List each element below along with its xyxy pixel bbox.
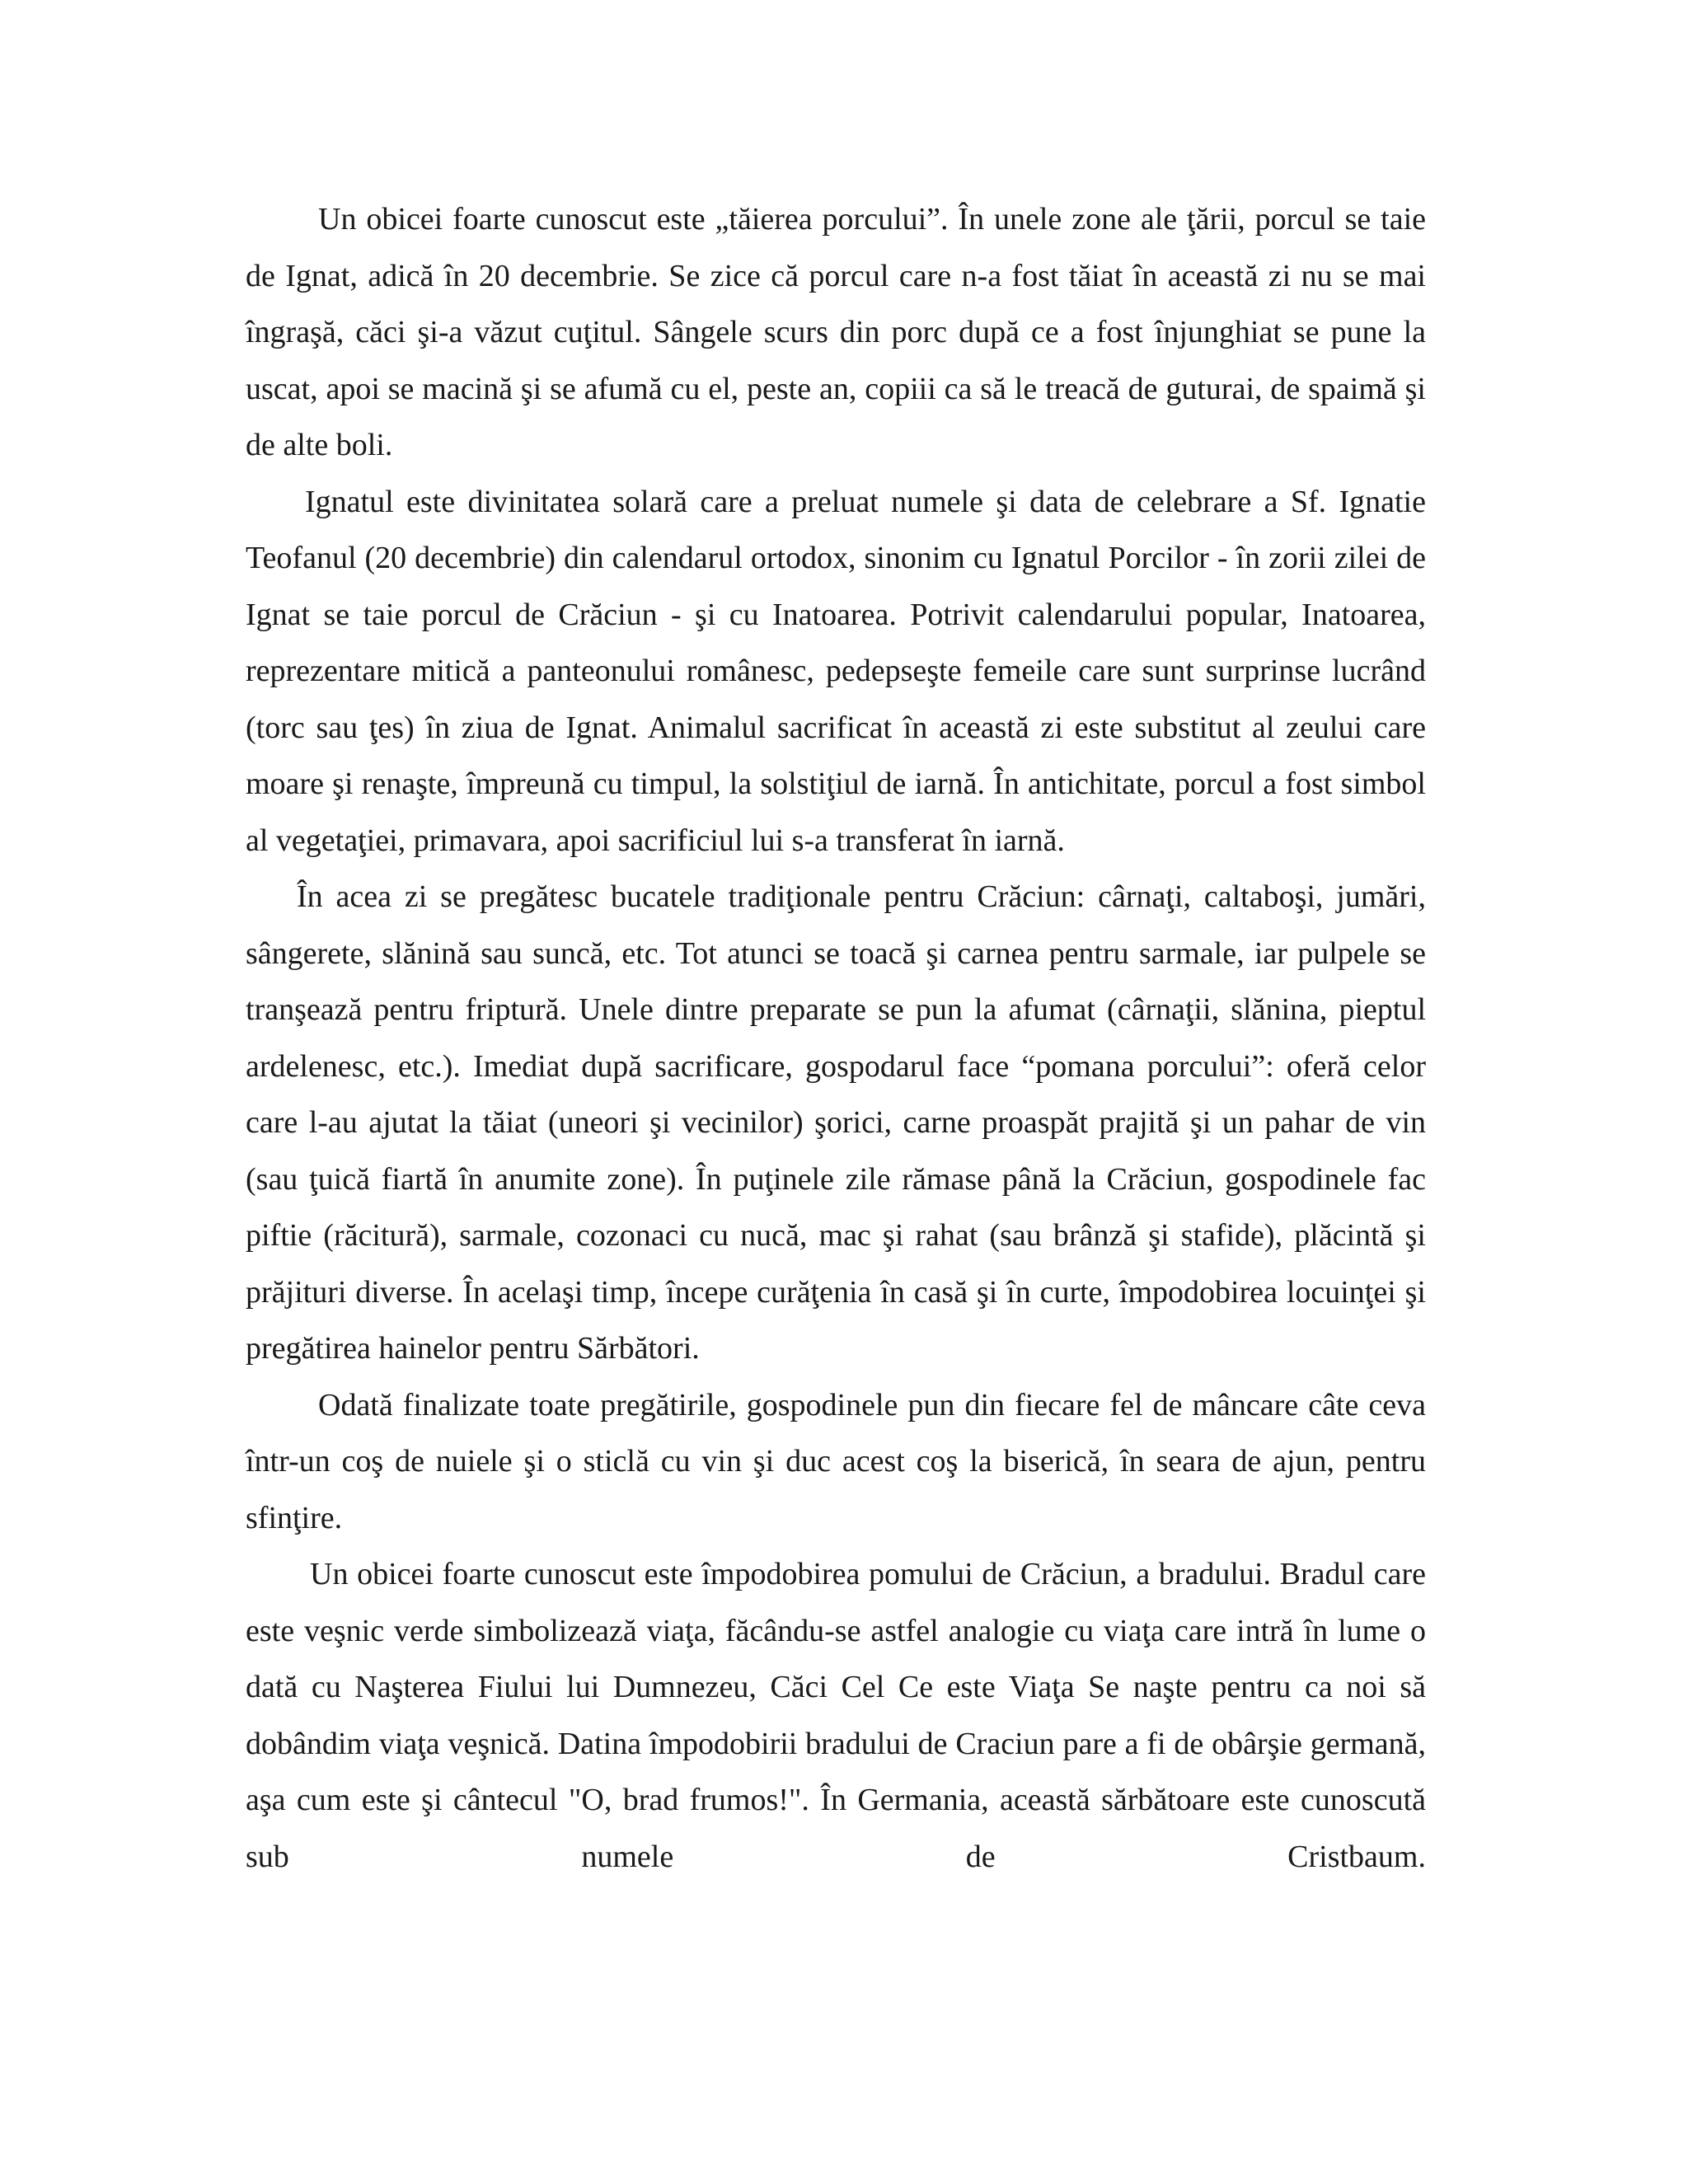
paragraph-ignat-divinity: Ignatul este divinitatea solară care a preluat numele şi data de celebrare a Sf. Ignatie Teofanul (20 decembrie) din calendarul ortodox, sinonim cu Ignatul Porcilor - în zorii zilei de Ignat se taie porcul de Crăciun - şi cu Inatoarea. Potrivit calendarului popular, Inatoarea, reprezentare mitică a panteonului românesc, pedepseşte femeile care sunt surprinse lucrând (torc sau ţes) în ziua de Ignat. Animalul sacrificat în această zi este substitut al zeului care moare şi renaşte, împreună cu timpul, la solstiţiul de iarnă. În antichitate, porcul a fost simbol al vegetaţiei, primavara, apoi sacrificiul lui s-a transferat în iarnă. xyxy=(246,484,1426,858)
paragraph-pig-slaughter: Un obicei foarte cunoscut este „tăierea porcului”. În unele zone ale ţării, porcul se taie de Ignat, adică în 20 decembrie. Se zice că porcul care n-a fost tăiat în această zi nu se mai îngraşă, căci şi-a văzut cuţitul. Sângele scurs din porc după ce a fost înjunghiat se pune la uscat, apoi se macină şi se afumă cu el, peste an, copiii ca să le treacă de guturai, de spaimă şi de alte boli. xyxy=(246,202,1426,462)
paragraph-traditional-dishes: În acea zi se pregătesc bucatele tradiţionale pentru Crăciun: cârnaţi, caltaboşi, jumări, sângerete, slănină sau suncă, etc. Tot atunci se toacă şi carnea pentru sarmale, iar pulpele se tranşează pentru friptură. Unele dintre preparate se pun la afumat (cârnaţii, slănina, pieptul ardelenesc, etc.). Imediat după sacrificare, gospodarul face “pomana porcului”: oferă celor care l-au ajutat la tăiat (uneori şi vecinilor) şorici, carne proaspăt prajită şi un pahar de vin (sau ţuică fiartă în anumite zone). În puţinele zile rămase până la Crăciun, gospodinele fac piftie (răcitură), sarmale, cozonaci cu nucă, mac şi rahat (sau brânză şi stafide), plăcintă şi prăjituri diverse. În acelaşi timp, începe curăţenia în casă şi în curte, împodobirea locuinţei şi pregătirea hainelor pentru Sărbători. xyxy=(246,879,1426,1366)
paragraph-christmas-tree: Un obicei foarte cunoscut este împodobirea pomului de Crăciun, a bradului. Bradul care este veşnic verde simbolizează viaţa, făcându-se astfel analogie cu viaţa care intră în lume o dată cu Naşterea Fiului lui Dumnezeu, Căci Cel Ce este Viaţa Se naşte pentru ca noi să dobândim viaţa veşnică. Datina împodobirii bradului de Craciun pare a fi de obârşie germană, aşa cum este şi cântecul "O, brad frumos!". În Germania, această sărbătoare este cunoscută sub numele de Cristbaum. xyxy=(246,1557,1426,1874)
paragraph-blessing-basket: Odată finalizate toate pregătirile, gospodinele pun din fiecare fel de mâncare câte ceva într-un coş de nuiele şi o sticlă cu vin şi duc acest coş la biserică, în seara de ajun, pentru sfinţire. xyxy=(246,1387,1426,1535)
document-body xyxy=(246,191,1426,1885)
